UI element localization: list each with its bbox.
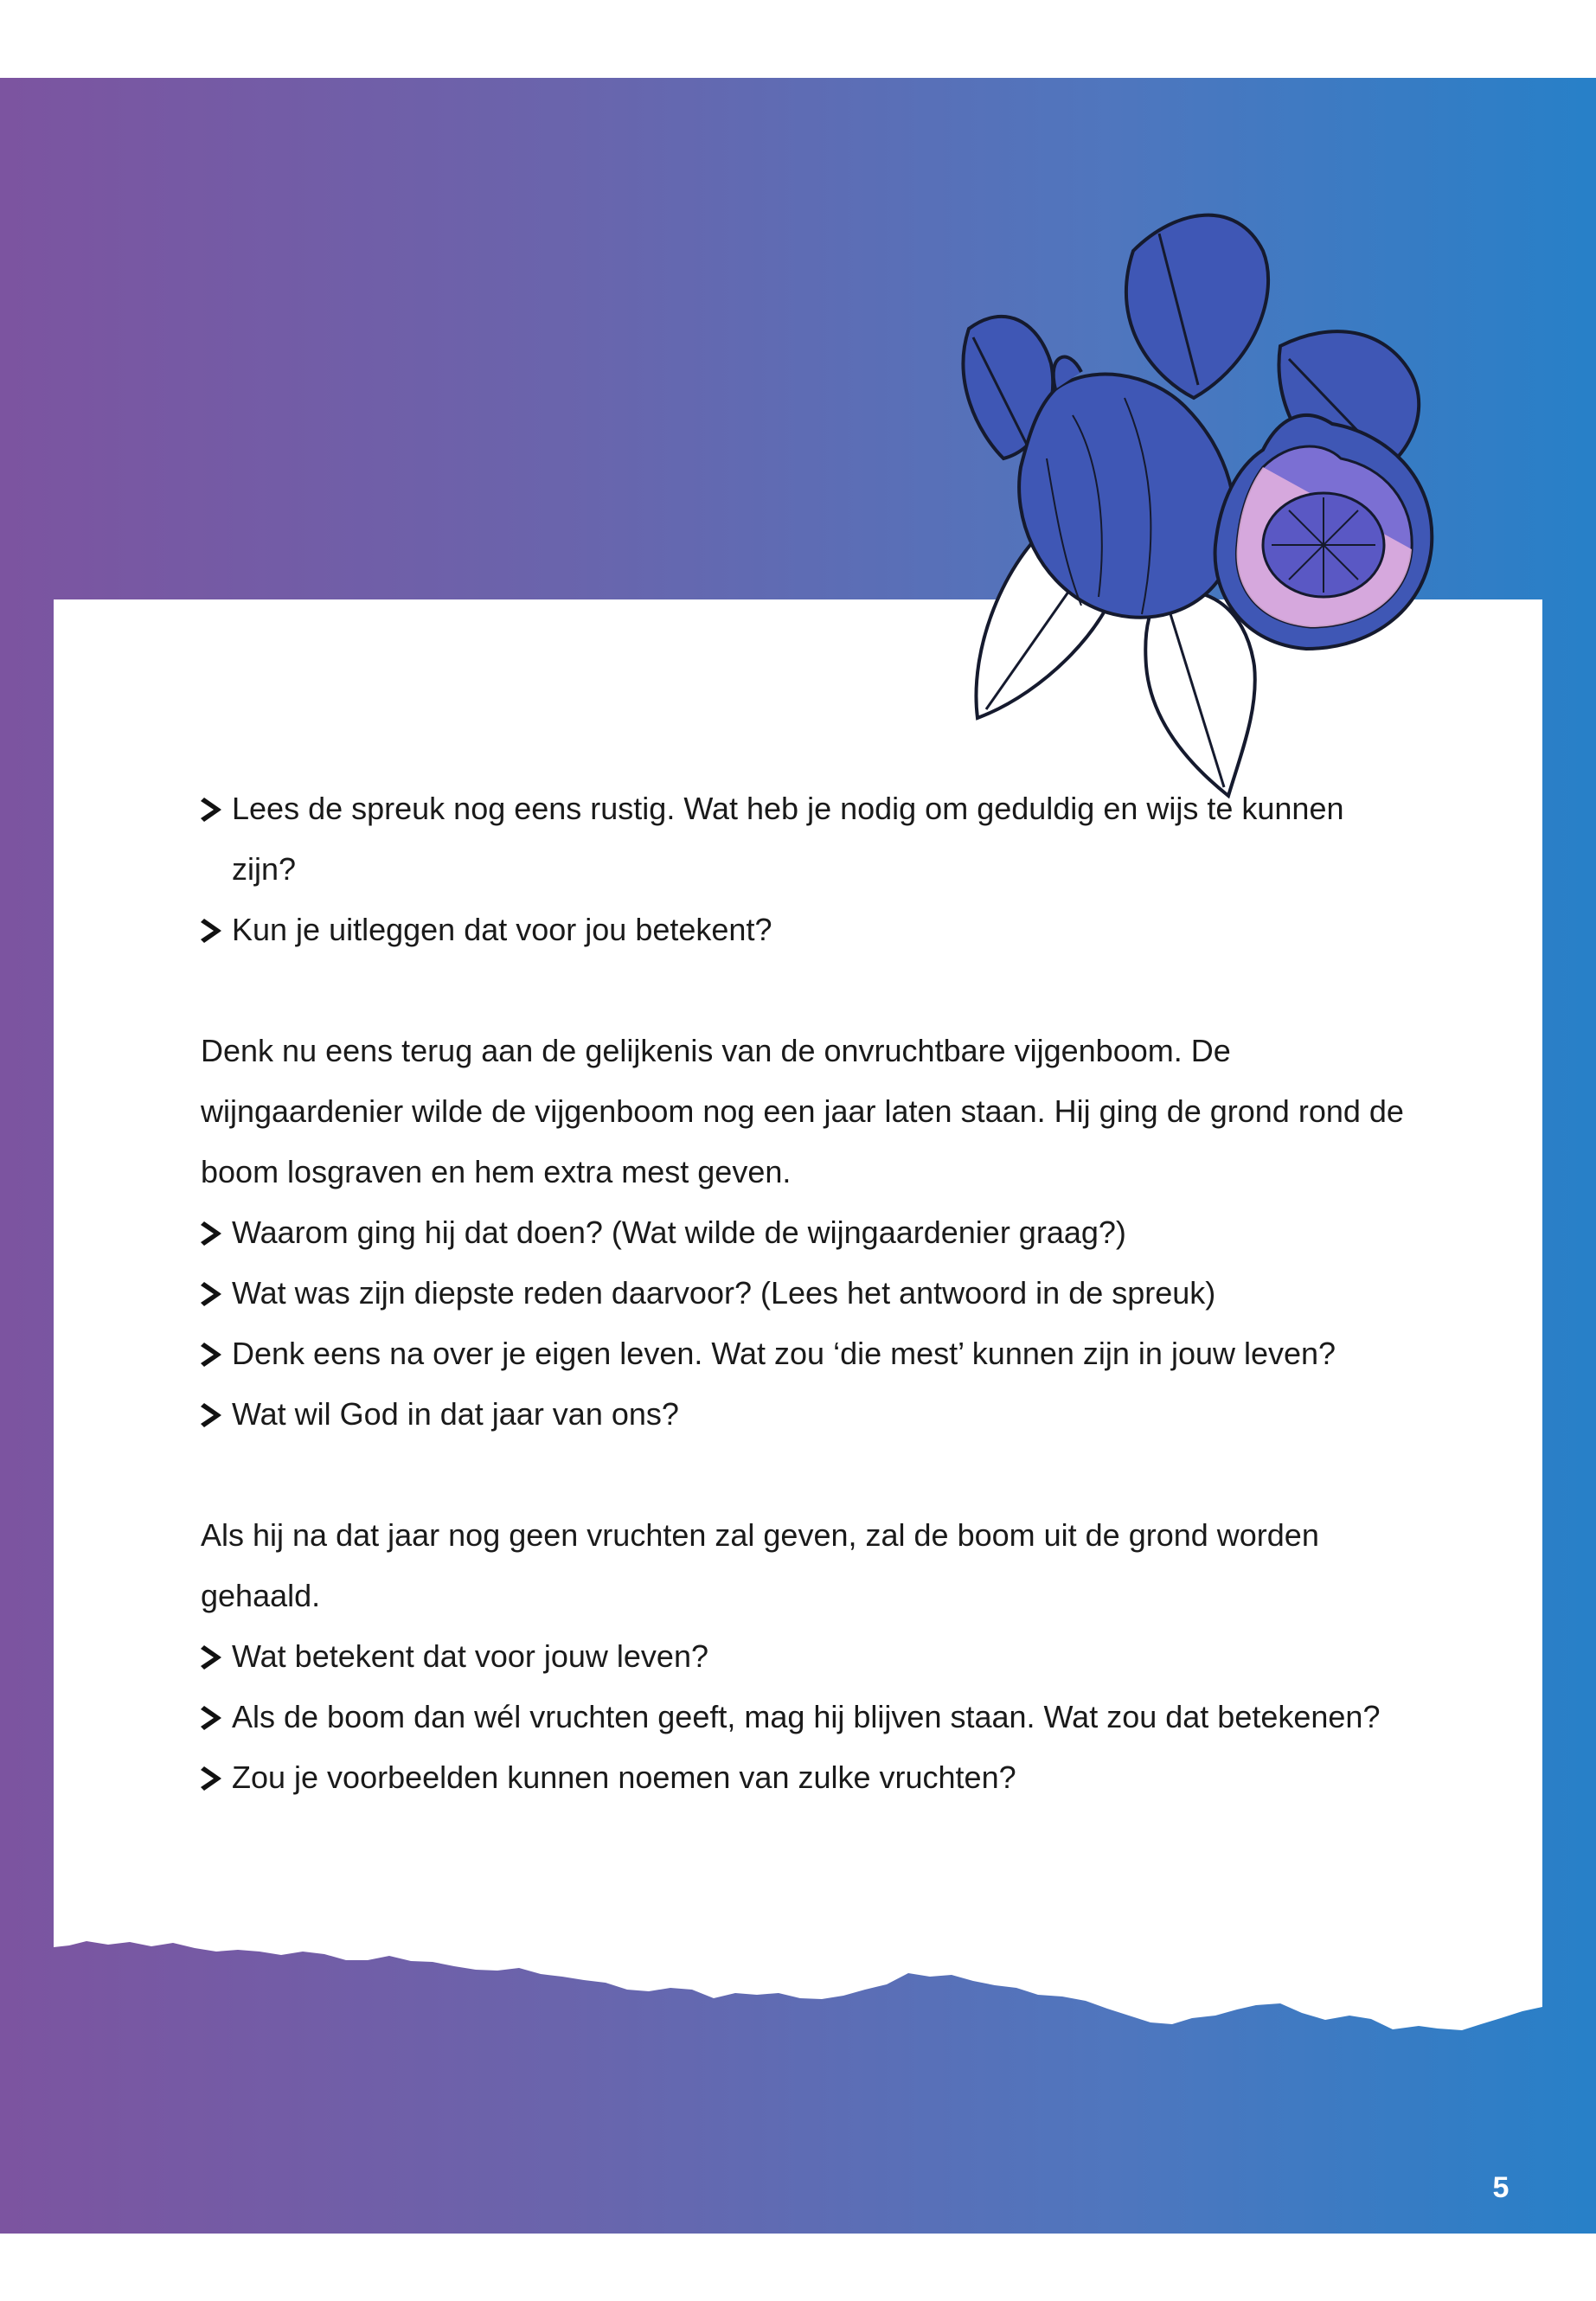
question-item (201, 900, 1412, 960)
question-text: Wat wil God in dat jaar van ons? (232, 1396, 679, 1432)
chevron-right-icon (201, 1703, 227, 1733)
paragraph: Denk nu eens terug aan de gelijkenis van de onvruchtbare vijgenboom. De wijngaardenier wilde de vijgenboom nog een jaar laten staan. Hij ging de grond rond de boom losgraven en hem extra mest geven. (201, 1033, 1404, 1189)
question-text: Lees de spreuk nog eens rustig. Wat heb je nodig om geduldig en wijs te kunnen zijn? (232, 791, 1344, 887)
chevron-right-icon (201, 795, 227, 824)
page-content (201, 779, 1412, 1808)
question-text: Als de boom dan wél vruchten geeft, mag hij blijven staan. Wat zou dat betekenen? (232, 1699, 1381, 1734)
question-item (201, 1263, 1412, 1324)
question-item (201, 1202, 1412, 1263)
question-text: Zou je voorbeelden kunnen noemen van zulke vruchten? (232, 1759, 1016, 1795)
chevron-right-icon (201, 1340, 227, 1369)
chevron-right-icon (201, 1400, 227, 1430)
chevron-right-icon (201, 1219, 227, 1248)
fig-illustration (900, 199, 1505, 804)
chevron-right-icon (201, 1643, 227, 1672)
chevron-right-icon (201, 916, 227, 945)
question-text: Kun je uitleggen dat voor jou betekent? (232, 912, 772, 947)
question-item (201, 779, 1412, 900)
question-item (201, 1747, 1412, 1808)
question-item (201, 1626, 1412, 1687)
question-item (201, 1324, 1412, 1384)
question-item (201, 1384, 1412, 1445)
chevron-right-icon (201, 1279, 227, 1309)
question-text: Denk eens na over je eigen leven. Wat zou ‘die mest’ kunnen zijn in jouw leven? (232, 1336, 1336, 1371)
chevron-right-icon (201, 1764, 227, 1793)
page-number: 5 (1492, 2171, 1509, 2204)
question-text: Wat was zijn diepste reden daarvoor? (Lees het antwoord in de spreuk) (232, 1275, 1216, 1311)
question-item (201, 1687, 1412, 1747)
question-text: Waarom ging hij dat doen? (Wat wilde de wijngaardenier graag?) (232, 1215, 1126, 1250)
paragraph: Als hij na dat jaar nog geen vruchten zal geven, zal de boom uit de grond worden gehaald. (201, 1517, 1319, 1613)
question-text: Wat betekent dat voor jouw leven? (232, 1638, 708, 1674)
